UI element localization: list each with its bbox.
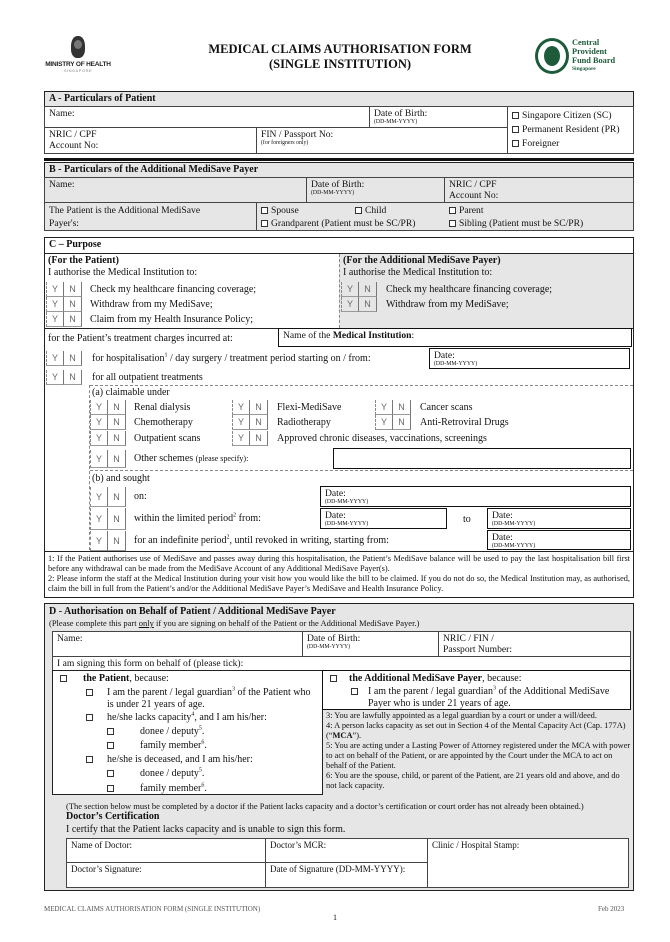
relation-option-child[interactable] [355, 204, 386, 217]
moh-logo-text: MINISTRY OF HEALTH [45, 61, 111, 68]
limited-period-text-rest: from: [236, 513, 261, 524]
footnote-4-text: 4: A person lacks capacity as set out in Section 4 of the Mental Capacity Act (Cap. 177A) (“ [326, 721, 626, 740]
id-label-2: Passport Number: [443, 644, 513, 655]
footer-page-number: 1 [333, 913, 337, 922]
patient-item-label: Withdraw from my MediSave; [90, 299, 213, 310]
yes-option[interactable]: Y [232, 431, 250, 446]
yn-anti-retroviral[interactable] [375, 415, 411, 430]
to-label: to [463, 514, 471, 525]
residency-option-foreigner[interactable] [512, 137, 629, 151]
yn-payer-withdraw-medisave[interactable] [341, 297, 377, 312]
checkbox-icon[interactable] [355, 207, 362, 214]
checkbox-icon[interactable] [351, 688, 358, 695]
patient-name-label: Name: [49, 108, 75, 119]
cpf-logo [535, 38, 635, 80]
other-schemes-note: (please specify): [195, 454, 249, 463]
charges-label: for the Patient’s treatment charges incurred at: [48, 333, 233, 344]
cpf-line-1: Central [572, 38, 600, 47]
clinic-stamp-field[interactable] [427, 838, 629, 888]
signing-behalf-label [52, 656, 631, 671]
institution-name-field[interactable] [278, 328, 632, 347]
patient-nric-field[interactable] [44, 127, 257, 154]
yes-option[interactable]: Y [90, 450, 108, 468]
doctor-name-label: Name of Doctor: [71, 840, 132, 850]
payer-purpose-intro: I authorise the Medical Institution to: [343, 267, 493, 278]
no-option[interactable]: N [393, 400, 411, 415]
institution-label-bold: Medical Institution [332, 330, 412, 341]
yn-check-coverage[interactable] [46, 282, 82, 297]
yes-option[interactable]: Y [46, 351, 64, 366]
residency-option-label: Permanent Resident (PR) [522, 124, 620, 135]
no-option[interactable]: N [64, 351, 82, 366]
donee-text: donee / deputy [140, 768, 199, 779]
patient-dob-field[interactable] [369, 106, 508, 128]
hospitalisation-text-rest: / day surgery / treatment period starting on / from: [167, 353, 371, 364]
nric-label-2: Account No: [449, 190, 499, 201]
institution-label-prefix: Name of the [283, 330, 333, 341]
behalf-dob-field[interactable] [302, 631, 439, 657]
relation-label-line-1: The Patient is the Additional MediSave [49, 205, 201, 216]
checkbox-icon[interactable] [512, 126, 519, 133]
payer-dob-field[interactable] [306, 177, 445, 203]
nric-label-1: NRIC / CPF [449, 179, 497, 190]
checkbox-icon[interactable] [330, 675, 337, 682]
patient-dob-label: Date of Birth: [374, 108, 428, 119]
deceased-family-label: family member$^6$. [140, 782, 207, 794]
indefinite-period-label: for an indefinite period$^2$, until revoked in writing, starting from: [134, 534, 389, 546]
yes-option[interactable]: Y [341, 282, 359, 297]
footnote-4-bold: MCA [332, 731, 353, 740]
patient-item-label: Check my healthcare financing coverage; [90, 284, 257, 295]
indefinite-period-text-rest: , until revoked in writing, starting from: [229, 535, 389, 546]
relation-option-grandparent[interactable] [261, 217, 415, 230]
behalf-patient-option[interactable] [60, 673, 70, 685]
behalf-name-field[interactable] [52, 631, 303, 657]
relation-label [44, 202, 257, 231]
capacity-family-option[interactable] [107, 740, 117, 752]
reason-text-rest: of the Patient who is under 21 years of age. [107, 687, 311, 710]
signing-label-text: I am signing this form on behalf of (please tick): [57, 658, 244, 669]
fin-label: FIN / Passport No: [261, 129, 334, 140]
reason-guardian-option[interactable] [86, 687, 96, 699]
payer-item-label: Withdraw from my MediSave; [386, 299, 509, 310]
hospitalisation-label: for hospitalisation$^1$ / day surgery / treatment period starting on / from: [92, 352, 371, 364]
section-divider [44, 158, 634, 161]
checkbox-icon[interactable] [86, 714, 93, 721]
reason-lacks-capacity-label: he/she lacks capacity$^4$, and I am his/her: [107, 711, 267, 723]
no-option[interactable]: N [64, 370, 82, 385]
section-d-heading: D - Authorisation on Behalf of Patient / Additional MediSave Payer [49, 606, 336, 617]
doctor-certify: I certify that the Patient lacks capacity and is unable to sign this form. [66, 824, 346, 835]
signature-date-label: Date of Signature (DD-MM-YYYY): [270, 864, 406, 874]
scheme-label: Cancer scans [420, 402, 473, 413]
institution-label-suffix: : [411, 330, 415, 341]
hospitalisation-text: for hospitalisation [92, 353, 165, 364]
no-option[interactable]: N [108, 531, 126, 551]
reason-text-rest: , and I am his/her: [194, 712, 267, 723]
yes-option[interactable]: Y [46, 370, 64, 385]
scheme-label: Approved chronic diseases, vaccinations, screenings [277, 433, 487, 444]
deceased-donee-label: donee / deputy$^5$. [140, 767, 205, 779]
reason-text: I am the parent / legal guardian [107, 687, 232, 698]
patient-rest: , because: [129, 673, 169, 684]
cpf-seal-icon [535, 38, 569, 74]
scheme-label: Radiotherapy [277, 417, 331, 428]
no-option[interactable]: N [108, 415, 126, 430]
footnote-4-end: ”). [352, 731, 362, 740]
date-format-hint: (DD-MM-YYYY) [492, 521, 536, 527]
doctor-mcr-label: Doctor’s MCR: [270, 840, 327, 850]
outpatient-label: for all outpatient treatments [92, 372, 203, 383]
claimable-label: (a) claimable under [92, 387, 170, 398]
scheme-label: Renal dialysis [134, 402, 191, 413]
page-title [150, 42, 530, 72]
yn-withdraw-medisave[interactable] [46, 297, 82, 312]
no-option[interactable]: N [108, 400, 126, 415]
residency-option-pr[interactable] [512, 123, 629, 137]
doctor-heading: Doctor’s Certification [66, 811, 160, 822]
yes-option[interactable]: Y [46, 312, 64, 327]
checkbox-icon[interactable] [449, 220, 456, 227]
checkbox-icon[interactable] [86, 756, 93, 763]
footnote-5: 5: You are acting under a Lasting Power of Attorney registered under the MCA with power to act on behalf of the Patient, or are appointed by the Court under the MCA to act on behalf of the Patient. [326, 741, 631, 770]
moh-logo [40, 36, 116, 80]
date-format-hint: (DD-MM-YYYY) [325, 499, 369, 505]
relation-option-parent[interactable] [449, 204, 484, 217]
yes-option[interactable]: Y [90, 431, 108, 446]
yes-option[interactable]: Y [341, 297, 359, 312]
payer-nric-field[interactable] [444, 177, 634, 203]
doctor-mcr-field[interactable] [265, 838, 428, 863]
no-option[interactable]: N [359, 282, 377, 297]
other-schemes-label [134, 453, 248, 465]
deceased-family-option[interactable] [107, 783, 117, 795]
patient-purpose-heading: (For the Patient) [48, 255, 119, 266]
yn-indefinite-period[interactable] [90, 531, 126, 551]
deceased-donee-option[interactable] [107, 768, 117, 780]
title-line-2: (SINGLE INSTITUTION) [268, 57, 412, 71]
no-option[interactable]: N [250, 400, 268, 415]
checkbox-icon[interactable] [86, 689, 93, 696]
checkbox-icon[interactable] [261, 207, 268, 214]
checkbox-icon[interactable] [261, 220, 268, 227]
checkbox-icon[interactable] [107, 742, 114, 749]
cpf-line-2: Provident [572, 47, 607, 56]
yn-sought-on[interactable] [90, 487, 126, 507]
behalf-id-field[interactable] [438, 631, 631, 657]
clinic-stamp-label: Clinic / Hospital Stamp: [432, 840, 520, 850]
doctor-signature-label: Doctor’s Signature: [71, 864, 142, 874]
footer-form-name: MEDICAL CLAIMS AUTHORISATION FORM (SINGLE INSTITUTION) [44, 905, 261, 913]
behalf-payer-option[interactable] [330, 673, 340, 685]
donee-text: donee / deputy [140, 726, 199, 737]
relation-option-sibling[interactable] [449, 217, 583, 230]
date-label: Date: [492, 510, 513, 521]
family-text: family member [140, 740, 202, 751]
relation-label-line-2: Payer's: [49, 218, 79, 229]
hospitalisation-date-field[interactable] [429, 348, 630, 369]
payer-guardian-option[interactable] [351, 686, 361, 698]
indefinite-period-text: for an indefinite period [134, 535, 227, 546]
cpf-line-4: Singapore [572, 66, 596, 72]
payer-bold: the Additional MediSave Payer [349, 673, 483, 684]
no-option[interactable]: N [64, 312, 82, 327]
patient-fin-field[interactable] [256, 127, 508, 154]
yes-option[interactable]: Y [90, 487, 108, 507]
dob-label: Date of Birth: [307, 633, 361, 644]
payer-dob-label: Date of Birth: [311, 179, 365, 190]
sought-label: (b) and sought [92, 473, 150, 484]
scheme-label: Anti-Retroviral Drugs [420, 417, 509, 428]
nric-label-2: Account No: [49, 140, 99, 151]
date-format-hint: (DD-MM-YYYY) [434, 361, 478, 367]
name-label: Name: [57, 633, 83, 644]
checkbox-icon[interactable] [512, 112, 519, 119]
relation-label: Spouse [271, 205, 299, 216]
residency-option-label: Singapore Citizen (SC) [522, 110, 612, 121]
yes-option[interactable]: Y [375, 400, 393, 415]
scheme-label: Chemotherapy [134, 417, 193, 428]
yn-cancer-scans[interactable] [375, 400, 411, 415]
payer-purpose-heading: (For the Additional MediSave Payer) [343, 255, 501, 266]
footnote-4 [326, 721, 631, 741]
date-label: Date: [434, 350, 455, 361]
yn-renal-dialysis[interactable] [90, 400, 126, 415]
patient-name-field[interactable] [44, 106, 370, 128]
nric-label-1: NRIC / CPF [49, 129, 97, 140]
cpf-line-3: Fund Board [572, 56, 616, 65]
other-schemes-input[interactable] [333, 448, 631, 469]
residency-option-label: Foreigner [522, 138, 560, 149]
moh-emblem-icon [71, 36, 85, 58]
behalf-patient-label [83, 673, 169, 685]
section-b-heading: B - Particulars of the Additional MediSave Payer [44, 162, 634, 178]
footnote-2: 2: Please inform the staff at the Medical Institution during your visit how you would like the bill to be claimed. If you do not do so, the Medical Institution may, as authorised, claim the bill in full from the Patient’s and/or the Additional MediSave Payer’s MediSave and Health Insurance Policy. [48, 574, 630, 593]
note-only: only [138, 618, 154, 628]
no-option[interactable]: N [64, 297, 82, 312]
reason-text: he/she lacks capacity [107, 712, 192, 723]
yn-limited-period[interactable] [90, 508, 126, 530]
footnote-1: 1: If the Patient authorises use of MediSave and passes away during this hospitalisation, the Patient’s MediSave balance will be used to pay the last hospitalisation bill first before any withdrawal can be made from the MediSave Account of any Additional MediSave Payer(s). [48, 554, 630, 573]
payer-rest: , because: [482, 673, 522, 684]
patient-purpose-intro: I authorise the Medical Institution to: [48, 267, 198, 278]
capacity-donee-label: donee / deputy$^5$. [140, 725, 205, 737]
no-option[interactable]: N [108, 508, 126, 530]
divider [90, 470, 633, 471]
relation-label: Sibling (Patient must be SC/PR) [459, 218, 584, 229]
payer-guardian-label: I am the parent / legal guardian$^3$ of the Additional MediSave Payer who is under 21 years of age. [368, 685, 610, 709]
date-label: Date: [492, 532, 513, 543]
scheme-label: Flexi-MediSave [277, 402, 342, 413]
relation-option-spouse[interactable] [261, 204, 299, 217]
date-format-hint: (DD-MM-YYYY) [325, 521, 369, 527]
doctor-note: (The section below must be completed by a doctor if the Patient lacks capacity and a doctor’s certification or court order has not already been obtained.) [66, 801, 584, 811]
patient-item-label: Claim from my Health Insurance Policy; [90, 314, 254, 325]
dob-format-hint: (DD-MM-YYYY) [311, 190, 355, 196]
capacity-family-label: family member$^6$. [140, 739, 207, 751]
relation-label: Child [365, 205, 387, 216]
note-text: (Please complete this part [49, 618, 139, 628]
no-option[interactable]: N [64, 282, 82, 297]
indefinite-date-field[interactable] [487, 530, 631, 550]
no-option[interactable]: N [250, 415, 268, 430]
yn-other-schemes[interactable] [90, 450, 126, 468]
section-d-note [49, 617, 419, 629]
yes-option[interactable]: Y [232, 415, 250, 430]
family-text: family member [140, 783, 202, 794]
payer-name-label: Name: [49, 179, 75, 190]
yn-claim-insurance[interactable] [46, 312, 82, 327]
yn-outpatient-scans[interactable] [90, 431, 126, 446]
checkbox-icon[interactable] [60, 675, 67, 682]
yes-option[interactable]: Y [90, 531, 108, 551]
scheme-label: Outpatient scans [134, 433, 201, 444]
yes-option[interactable]: Y [90, 400, 108, 415]
moh-logo-sub: SINGAPORE [63, 68, 93, 73]
title-line-1: MEDICAL CLAIMS AUTHORISATION FORM [208, 42, 472, 56]
date-format-hint: (DD-MM-YYYY) [492, 543, 536, 549]
dob-format-hint: (DD-MM-YYYY) [374, 119, 418, 125]
payer-item-label: Check my healthcare financing coverage; [386, 284, 553, 295]
checkbox-icon[interactable] [512, 140, 519, 147]
relation-label: Grandparent (Patient must be SC/PR) [271, 218, 416, 229]
reason-deceased-option[interactable] [86, 754, 96, 766]
yes-option[interactable]: Y [232, 400, 250, 415]
no-option[interactable]: N [108, 431, 126, 446]
yes-option[interactable]: Y [90, 415, 108, 430]
note-text-rest: if you are signing on behalf of the Patient or the Additional MediSave Payer.) [153, 618, 420, 628]
yn-payer-check-coverage[interactable] [341, 282, 377, 297]
reason-lacks-capacity-option[interactable] [86, 712, 96, 724]
relation-label: Parent [459, 205, 484, 216]
cpf-logo-text [572, 38, 615, 74]
sought-on-label: on: [134, 491, 147, 502]
divider [90, 385, 633, 386]
reason-deceased-label: he/she is deceased, and I am his/her: [107, 754, 253, 765]
no-option[interactable]: N [108, 487, 126, 507]
footer-date: Feb 2023 [598, 905, 625, 913]
checkbox-icon[interactable] [107, 785, 114, 792]
other-schemes-text: Other schemes [134, 453, 194, 464]
residency-options [507, 106, 634, 154]
yn-flexi-medisave[interactable] [232, 400, 268, 415]
capacity-donee-option[interactable] [107, 726, 117, 738]
payer-name-field[interactable] [44, 177, 307, 203]
sought-on-date-field[interactable] [320, 486, 631, 507]
section-c-footnotes [45, 551, 633, 596]
patient-bold: the Patient [83, 673, 130, 684]
id-label-1: NRIC / FIN / [443, 633, 494, 644]
no-option[interactable]: N [108, 450, 126, 468]
yes-option[interactable]: Y [375, 415, 393, 430]
yn-radiotherapy[interactable] [232, 415, 268, 430]
no-option[interactable]: N [393, 415, 411, 430]
date-label: Date: [325, 510, 346, 521]
yes-option[interactable]: Y [46, 282, 64, 297]
yes-option[interactable]: Y [46, 297, 64, 312]
no-option[interactable]: N [359, 297, 377, 312]
behalf-payer-label [349, 673, 522, 685]
section-c-heading: C – Purpose [45, 238, 633, 254]
doctor-signature-field[interactable] [66, 862, 266, 888]
limited-from-date-field[interactable] [320, 508, 447, 529]
yn-chemotherapy[interactable] [90, 415, 126, 430]
checkbox-icon[interactable] [107, 770, 114, 777]
section-a-heading: A - Particulars of Patient [44, 91, 634, 107]
reason-text-rest: of the Additional MediSave Payer who is under 21 years of age. [368, 686, 610, 709]
dob-format-hint: (DD-MM-YYYY) [307, 644, 351, 650]
residency-option-sc[interactable] [512, 109, 629, 123]
limited-to-date-field[interactable] [487, 508, 631, 529]
signature-date-field[interactable] [265, 862, 428, 888]
checkbox-icon[interactable] [449, 207, 456, 214]
footnote-6: 6: You are the spouse, child, or parent of the Patient, are 21 years old and above, and do not lack capacity. [326, 771, 620, 790]
no-option[interactable]: N [250, 431, 268, 446]
yn-outpatient[interactable] [46, 370, 82, 385]
limited-period-text: within the limited period [134, 513, 234, 524]
section-d-footnotes [326, 711, 631, 791]
reason-guardian-label: I am the parent / legal guardian$^3$ of the Patient who is under 21 years of age. [107, 686, 311, 710]
fin-note: (for foreigners only) [261, 140, 309, 146]
date-label: Date: [325, 488, 346, 499]
footnote-3: 3: You are lawfully appointed as a legal guardian by a court or under a will/deed. [326, 711, 597, 720]
yn-chronic-diseases[interactable] [232, 431, 268, 446]
doctor-name-field[interactable] [66, 838, 266, 863]
relation-options [256, 202, 634, 231]
reason-text: I am the parent / legal guardian [368, 686, 493, 697]
yes-option[interactable]: Y [90, 508, 108, 530]
yn-hospitalisation[interactable] [46, 351, 82, 366]
limited-period-label: within the limited period$^2$ from: [134, 512, 261, 524]
checkbox-icon[interactable] [107, 728, 114, 735]
